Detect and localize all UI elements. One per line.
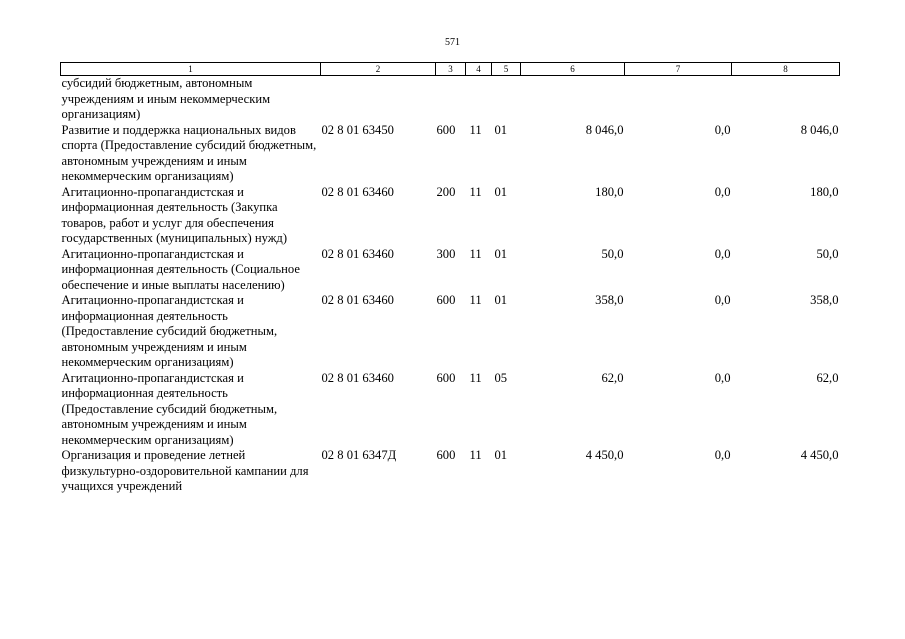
row-value-7	[625, 76, 732, 123]
table-body	[61, 76, 840, 495]
row-vr	[436, 76, 466, 123]
table-row	[61, 293, 840, 371]
table-row	[61, 123, 840, 185]
row-value-6: 8 046,0	[585, 122, 624, 137]
row-value-8: 180,0	[810, 184, 839, 199]
row-pr: 01	[494, 184, 508, 199]
row-pr: 01	[494, 293, 508, 307]
column-header: 2	[321, 63, 436, 76]
table-header	[61, 63, 840, 76]
row-vr: 600	[436, 448, 456, 462]
row-value-7: 0,0	[714, 293, 731, 307]
row-value-6: 4 450,0	[585, 448, 624, 462]
row-rz: 11	[469, 246, 482, 261]
row-value-6: 50,0	[601, 246, 624, 261]
budget-table	[60, 62, 840, 495]
row-code: 02 8 01 63460	[321, 370, 394, 385]
table-row	[61, 76, 840, 123]
row-value-8: 50,0	[816, 246, 839, 261]
row-value-7: 0,0	[714, 184, 731, 199]
row-rz: 11	[469, 184, 482, 199]
table-row	[61, 247, 840, 294]
row-value-7: 0,0	[714, 246, 731, 261]
table-row	[61, 371, 840, 449]
row-pr: 01	[494, 122, 508, 137]
row-name: Агитационно-пропагандистская и информационная деятельность (Закупка товаров, работ и услуг для обеспечения государственных (муниципальных) нужд)	[61, 184, 288, 245]
row-name: субсидий бюджетным, автономным учреждениям и иным некоммерческим организациям)	[61, 76, 271, 121]
row-value-6: 180,0	[595, 184, 624, 199]
row-value-6: 62,0	[601, 370, 624, 385]
column-header: 8	[732, 63, 840, 76]
row-vr: 600	[436, 122, 456, 137]
row-vr: 600	[436, 293, 456, 307]
column-header: 4	[466, 63, 492, 76]
column-header: 5	[492, 63, 521, 76]
row-rz: 11	[469, 370, 482, 385]
row-rz: 11	[469, 122, 482, 137]
row-value-8: 4 450,0	[800, 448, 839, 462]
row-rz: 11	[469, 448, 482, 462]
row-pr: 01	[494, 246, 508, 261]
row-pr	[492, 76, 521, 123]
column-header: 7	[625, 63, 732, 76]
row-value-7: 0,0	[714, 122, 731, 137]
table-row	[61, 185, 840, 247]
row-code: 02 8 01 63460	[321, 246, 394, 261]
row-code	[321, 76, 436, 123]
column-header: 1	[61, 63, 321, 76]
column-header: 6	[521, 63, 625, 76]
column-header: 3	[436, 63, 466, 76]
row-vr: 200	[436, 184, 456, 199]
row-rz: 11	[469, 293, 482, 307]
row-code: 02 8 01 6347Д	[321, 448, 397, 462]
row-name: Агитационно-пропагандистская и информационная деятельность (Социальное обеспечение и иные выплаты населению)	[61, 246, 300, 292]
row-value-6	[521, 76, 625, 123]
row-value-8: 62,0	[816, 370, 839, 385]
row-value-7: 0,0	[714, 448, 731, 462]
row-vr: 300	[436, 246, 456, 261]
row-code: 02 8 01 63460	[321, 184, 394, 199]
row-value-8	[732, 76, 840, 123]
row-pr: 01	[494, 448, 508, 462]
row-pr: 05	[494, 370, 508, 385]
row-name: Развитие и поддержка национальных видов спорта (Предоставление субсидий бюджетным, автономным учреждениям и иным некоммерческим организациям)	[61, 122, 317, 183]
table-row	[61, 448, 840, 495]
page-number: 571	[445, 37, 460, 48]
row-name: Агитационно-пропагандистская и информационная деятельность (Предоставление субсидий бюджетным, автономным учреждениям и иным некоммерческим организациям)	[61, 293, 278, 369]
row-vr: 600	[436, 370, 456, 385]
row-code: 02 8 01 63460	[321, 293, 394, 307]
row-name: Агитационно-пропагандистская и информационная деятельность (Предоставление субсидий бюджетным, автономным учреждениям и иным некоммерческим организациям)	[61, 370, 278, 447]
row-name: Организация и проведение летней физкультурно-оздоровительной кампании для учащихся учреждений	[61, 448, 309, 493]
row-rz	[466, 76, 492, 123]
row-value-7: 0,0	[714, 370, 731, 385]
row-value-8: 358,0	[810, 293, 839, 307]
row-value-8: 8 046,0	[800, 122, 839, 137]
row-value-6: 358,0	[595, 293, 624, 307]
header-row	[61, 63, 840, 76]
row-code: 02 8 01 63450	[321, 122, 394, 137]
